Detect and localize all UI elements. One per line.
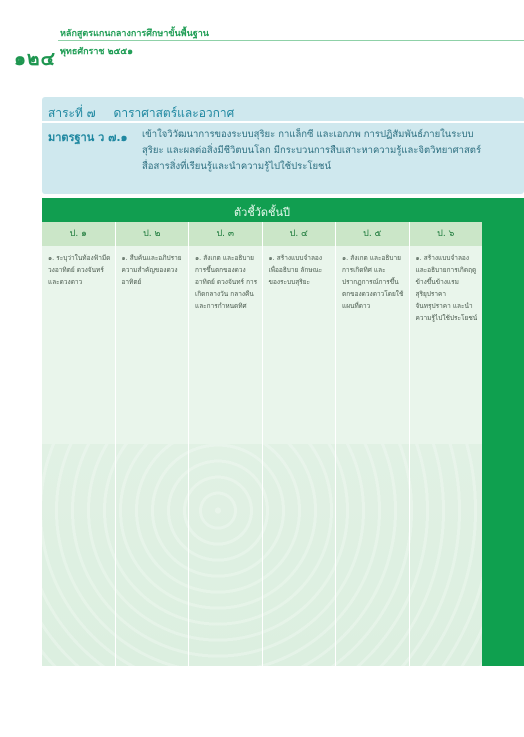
table-body bbox=[42, 246, 482, 666]
grade-header-p4: ป. ๔ bbox=[263, 222, 337, 246]
grade-column-p6 bbox=[410, 246, 483, 666]
running-header-title: หลักสูตรแกนกลางการศึกษาขั้นพื้นฐาน bbox=[60, 29, 209, 39]
indicator-item: ๑. สร้างแบบจำลองและอธิบายการเกิดฤดู ข้างขึ้นข้างแรม สุริยุปราคา จันทรุปราคา และนำความรู้ไปใช้ประโยชน์ bbox=[415, 254, 478, 322]
header-divider bbox=[58, 40, 524, 41]
indicator-item: ๑. สร้างแบบจำลองเพื่ออธิบาย ลักษณะของระบบสุริยะ bbox=[268, 254, 323, 286]
standard-text: เข้าใจวิวัฒนาการของระบบสุริยะ กาแล็กซี และเอกภพ การปฏิสัมพันธ์ภายในระบบสุริยะ และผลต่อสิ่งมีชีวิตบนโลก มีกระบวนการสืบเสาะหาความรู้และจิตวิทยาศาสตร์ สื่อสารสิ่งที่เรียนรู้และนำความรู้ไปใช้ประโยชน์ bbox=[142, 129, 482, 172]
grade-header-p5: ป. ๕ bbox=[336, 222, 410, 246]
grade-header-p1: ป. ๑ bbox=[42, 222, 116, 246]
indicator-table bbox=[42, 222, 482, 666]
page-number: ๑๒๔ bbox=[14, 48, 56, 70]
running-header-year: พุทธศักราช ๒๕๕๑ bbox=[60, 47, 133, 57]
panel-side-strip bbox=[482, 220, 524, 666]
grade-column-p3 bbox=[189, 246, 263, 666]
indicator-item: ๑. สังเกต และอธิบาย การขึ้นตกของดวงอาทิตย์ ดวงจันทร์ การเกิดกลางวัน กลางคืน และการกำหนดทิศ bbox=[195, 254, 258, 310]
grade-column-p1 bbox=[42, 246, 116, 666]
strand-name: ดาราศาสตร์และอวกาศ bbox=[113, 106, 235, 120]
grade-column-p4 bbox=[263, 246, 337, 666]
grade-column-p2 bbox=[116, 246, 190, 666]
strand-divider bbox=[42, 121, 524, 123]
indicator-item: ๑. สืบค้นและอภิปราย ความสำคัญของดวงอาทิตย์ bbox=[121, 254, 182, 286]
table-header-row bbox=[42, 222, 482, 246]
grade-column-p5 bbox=[336, 246, 410, 666]
strand-label: สาระที่ ๗ bbox=[48, 106, 96, 120]
indicator-item: ๑. ระบุว่าในท้องฟ้ามีดวงอาทิตย์ ดวงจันทร์และดวงดาว bbox=[48, 254, 111, 286]
grade-header-p3: ป. ๓ bbox=[189, 222, 263, 246]
grade-header-p2: ป. ๒ bbox=[116, 222, 190, 246]
standard-label: มาตรฐาน ว ๗.๑ bbox=[48, 131, 128, 144]
indicator-table-title: ตัวชี้วัดชั้นปี bbox=[233, 206, 291, 219]
indicator-item: ๑. สังเกต และอธิบายการเกิดทิศ และปรากฏการณ์การขึ้นตกของดวงดาวโดยใช้แผนที่ดาว bbox=[342, 254, 404, 310]
grade-header-p6: ป. ๖ bbox=[410, 222, 483, 246]
